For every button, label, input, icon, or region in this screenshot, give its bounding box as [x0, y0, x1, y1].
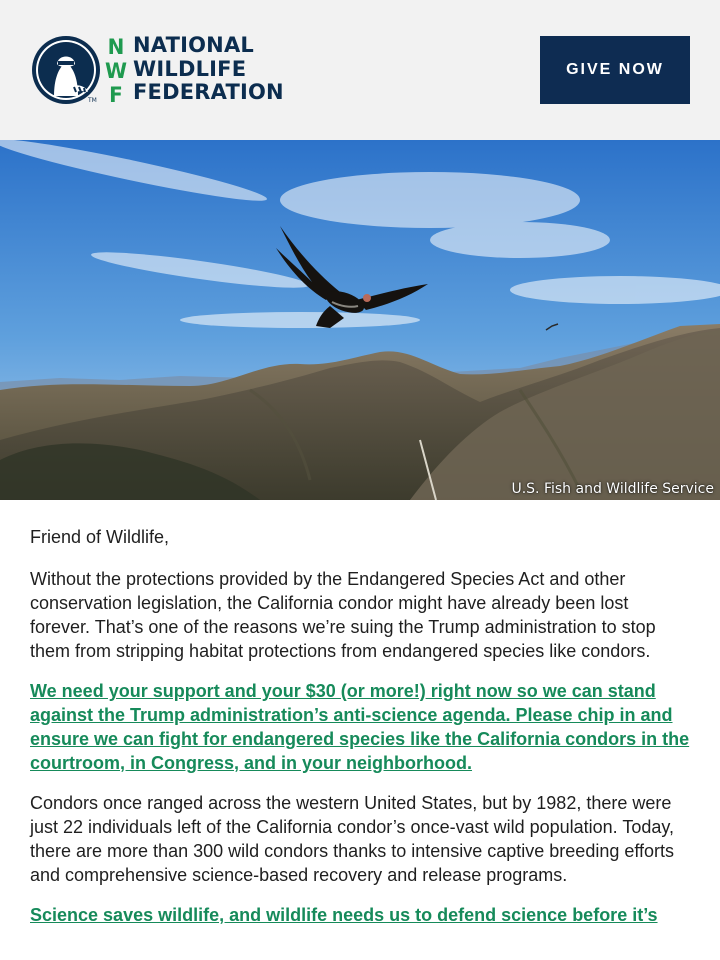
- logo-initials: [107, 36, 126, 106]
- nwf-logo[interactable]: [0, 0, 300, 140]
- email-header: [0, 0, 720, 140]
- logo-line: NATIONAL: [133, 33, 254, 57]
- logo-line: FEDERATION: [133, 80, 284, 104]
- science-link[interactable]: Science saves wildlife, and wildlife needs us to defend science before it’s: [30, 905, 658, 925]
- logo-initial: N: [107, 35, 125, 59]
- logo-badge-wrap: [30, 34, 102, 106]
- logo-line: WILDLIFE: [133, 56, 247, 81]
- email-body: [0, 500, 720, 927]
- logo-initial: W: [105, 59, 128, 83]
- logo-wordmark: [133, 34, 284, 105]
- body-paragraph: Condors once ranged across the western United States, but by 1982, there were just 22 individuals left of the California condor’s once-vast wild population. Today, there are more than 300 wild condors thanks to intensive captive breeding efforts and comprehensive science-based recovery and release programs.: [30, 793, 675, 885]
- give-now-button[interactable]: GIVE NOW: [540, 36, 690, 104]
- condor-photo: [0, 140, 720, 500]
- hero-image[interactable]: [0, 140, 720, 500]
- greeting: Friend of Wildlife,: [30, 527, 170, 547]
- donate-link[interactable]: We need your support and your $30 (or more!) right now so we can stand against the Trump administration’s anti-science agenda. Please chip in and ensure we can fight for endangered species like the California condors in the courtroom, in Congress, and in your neighborhood.: [30, 681, 690, 773]
- photo-credit: U.S. Fish and Wildlife Service: [511, 481, 714, 497]
- logo-initial: F: [109, 83, 123, 107]
- raccoon-badge-icon: [30, 34, 102, 106]
- trademark-mark: TM: [88, 97, 97, 104]
- body-paragraph: Without the protections provided by the Endangered Species Act and other conservation legislation, the California condor might have already been lost forever. That’s one of the reasons we’re suing the Trump administration to stop them from stripping habitat protections from endangered species like condors.: [30, 569, 656, 661]
